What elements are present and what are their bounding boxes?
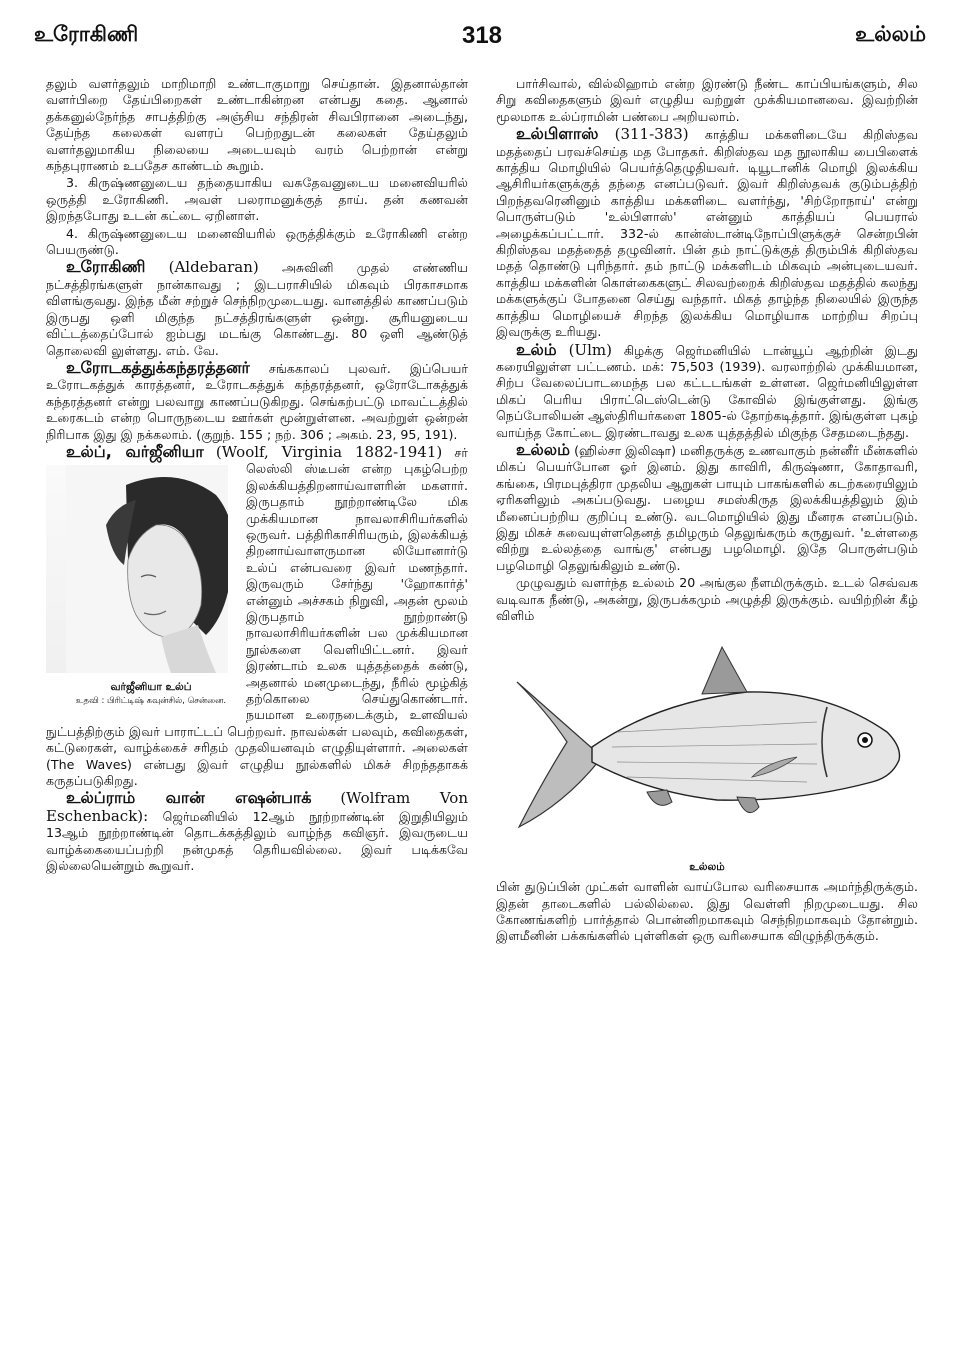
entry-ulm <box>496 339 918 441</box>
entry-headword: உல்பிளாஸ் <box>516 124 599 144</box>
portrait-caption: வர்ஜீனியா உல்ப் <box>110 681 192 694</box>
entry-headword: உரோடகத்துக்கந்தரத்தனர் <box>66 357 250 377</box>
numbered-paragraph-4: 4. கிருஷ்ணனுடைய மனைவியரில் ஒருத்திக்கும் உரோகிணி என்ற பெயருண்டு. <box>46 225 468 258</box>
fish-caption: உல்லம் <box>689 860 725 873</box>
portrait-image <box>46 465 228 673</box>
entry-wolfram <box>46 790 468 874</box>
entry-headword: உல்ப்ராம் வான் எஷன்பாக் <box>66 788 312 808</box>
ullam-description-cont: பின் துடுப்பின் முட்கள் வாளின் வாய்போல வரிசையாக அமர்ந்திருக்கும். இதன் தாடைகளில் பல்லில்லை. இது வெள்ளி நிறமுடையது. சில கோணங்களிற் பார்த்தால் பொன்னிறமாகவும் செந்நிறமாகவும் தோன்றும். இளமீனின் பக்கங்களில் புள்ளிகள் ஒரு வரிசையாக விழுந்திருக்கும். <box>496 879 918 944</box>
entry-latin: (Woolf, Virginia 1882-1941) <box>215 442 443 461</box>
fish-figure <box>496 632 918 875</box>
entry-aldebaran <box>46 259 468 358</box>
page-number: 318 <box>461 22 503 49</box>
fish-illustration <box>497 632 917 852</box>
entry-headword: உல்ப், வர்ஜீனியா <box>66 441 204 461</box>
entry-body: ஜெர்மனியில் 12ஆம் நூற்றாண்டின் இறுதியிலும் 13ஆம் நூற்றாண்டின் தொடக்கத்திலும் வாழ்ந்த கவிஞர். இவருடைய வாழ்க்கையைப்பற்றி நன்முகத் தெரியவில்லை. இவர் படிக்கவே இல்லையென்றும் கூறுவர். <box>46 808 468 874</box>
entry-body: காத்திய மக்களிடையே கிறிஸ்தவ மதத்தைப் பரவச்செய்த மத போதகர். கிறிஸ்தவ மத நூலாகிய பைபிளைக் காத்திய மொழியில் பெயர்த்தெழுதியவர். டியூடானிக் மொழி இலக்கிய ஆசிரியர்களுக்குத் தந்தை எனப்படுவர். இவர் கிறிஸ்தவக் குடும்பத்திற் பிறந்தவரெனினும் காத்திய மக்களிடை வளர்ந்து, 'சிற்றோநாய்' என்று பொருள்படும் 'உல்பிளாஸ்' என்னும் காத்தியப் பெயரால் அழைக்கப்பட்டார். 332-ல் கான்ஸ்டான்டிநோப்பிளுக்குச் சென்றபின் கிறிஸ்தவ மதத்தைத் தழுவினர். பின் தம் நாட்டுக்குத் திரும்பிக் கிறிஸ்தவ மதத் தொண்டு புரிந்தார். தம் நாட்டு மக்களிடம் மிகவும் அன்புடையவர். காத்திய மக்களின் கொள்கைகளுட் சிலவற்றைக் கிறிஸ்தவ மதத்தில் கலந்து மக்களுக்குப் போதனை செய்து வந்தார். மிகத் தாழ்ந்த நிலையில் இருந்த காத்திய மொழியைச் சிறந்த இலக்கிய மொழியாக மாற்றிய சிறப்பு இவருக்கு உரியது. <box>496 127 918 340</box>
running-head-left: உரோகிணி <box>34 22 139 46</box>
portrait-credit: உதவி : பிரிட்டிஷ் கவுன்சில், சென்னை. <box>75 695 227 706</box>
entry-body: கிழக்கு ஜெர்மனியில் டான்யூப் ஆற்றின் இடது கரையிலுள்ள பட்டணம். மக்: 75,503 (1939). வரலாற்றில் முக்கியமான, சிற்ப வேலைப்பாடமைந்த பல கட்டடங்கள் உள்ளன. ஜெர்மனியிலுள்ள மிகப் பெரிய பிராட்டெஸ்டென்டு கோவில் இங்குள்ளது. இங்கு நெப்போலியன் ஆஸ்திரியர்களை 1805-ல் தோற்கடித்தார். இங்குள்ள புகழ் வாய்ந்த கோட்டை இரண்டாவது உலக யுத்தத்தில் மிகுந்த சேதமடைந்தது. <box>496 342 918 440</box>
left-column <box>46 76 468 876</box>
entry-headword: உல்ம் <box>516 339 557 359</box>
entry-headword: உல்லம் <box>516 439 570 459</box>
entry-latin: (311-383) <box>614 125 689 144</box>
right-column <box>496 76 918 946</box>
entry-ullam <box>496 439 918 574</box>
continued-paragraph: தலும் வளர்தலும் மாறிமாறி உண்டாகுமாறு செய்தான். இதனால்தான் வளர்பிறை தேய்பிறைகள் உண்டாகின்றன என்பது கதை. ஆனால் தக்கனுல்நேர்ந்த சாபத்திற்கு அஞ்சிய சந்திரன் சிவபிரானை அடைந்து, தேய்ந்த கலைகள் வளரப் பெற்றதுடன் கலைகள் தேய்தலும் வளர்தலுமாகிய நிலையை அடையவும் வரம் பெற்றான் என்று கந்தபுராணம் உபதேச காண்டம் கூறும். <box>46 76 468 174</box>
entry-headword: உரோகிணி <box>66 257 146 277</box>
portrait-figure <box>46 465 236 706</box>
running-head-right: உல்லம் <box>855 22 926 46</box>
entry-body: (ஹில்சா இலிஷா) மனிதருக்கு உணவாகும் நன்னீர் மீன்களில் மிகப் பெயர்போன ஓர் இனம். இது காவிரி, கிருஷ்ணா, கோதாவரி, கங்கை, பிரமபுத்திரா முதலிய ஆறுகள் பாயும் பாகங்களில் கடற்கரையிலும் ஏரிகளிலும் அகப்படுவது. பழைய சமஸ்கிருத இலக்கியத்திலும் இம் மீனைப்பற்றிய குறிப்பு உண்டு. வடமொழியில் இது மீனரசு எனப்படும். இது மிகச் சுவையுள்ளதெனத் தமிழரும் தெலுங்கரும் கருதுவர். 'உள்ளதை விற்று உல்லத்தை வாங்கு' என்பது பழமொழி. இதே பொருள்படும் பழமொழி தெலுங்கிலும் உண்டு. <box>496 442 918 573</box>
entry-body: சங்ககாலப் புலவர். இப்பெயர் உரோடகத்துக் காரத்தனர், உரோடகத்துக் கந்தரத்தனர், ஒரோடோகத்துக் கந்தரத்தனர் என்று பலவாறு காணப்படுகிறது. செங்கற்பட்டு மாவட்டத்தில் உரைகடம் என்ற பொருநடைய ஊர்கள் மூன்றுள்ளன. அவற்றுள் ஒன்றன் நிரிபாக இது இ நக்கலாம். (குறுந். 155 ; நற். 306 ; அகம். 23, 95, 191). <box>46 360 468 442</box>
entry-body: சர் லெஸ்லி ஸ்டீபன் என்ற புகழ்பெற்ற இலக்கியத்திறனாய்வாளரின் மகளார். இருபதாம் நூற்றாண்டிலே மிக முக்கியமான நாவலாசிரியர்களில் ஒருவர். பத்திரிகாசிரியரும், இலக்கியத் திறனாய்வாளருமான லியோனார்டு உல்ப் என்பவரை இவர் மணந்தார். இருவரும் சேர்ந்து 'ஹோகார்த்' என்னும் அச்சகம் நிறுவி, அதன் மூலம் இருபதாம் நூற்றாண்டு நாவலாசிரியர்களின் பல முக்கியமான நூல்களை வெளியிட்டனர். இவர் இரண்டாம் உலக யுத்தத்தைக் கண்டு, அதனால் மனமுடைந்து, நீரில் மூழ்கித் தற்கொலை செய்துகொண்டார். நயமான உரைநடைக்கும், உளவியல் நுட்பத்திற்கும் இவர் பாராட்டப் பெற்றவர். நாவல்கள் பலவும், கவிதைகள், கட்டுரைகள், வாழ்க்கைச் சரிதம் முதலியனவும் எழுதியுள்ளார். அலைகள் (The Waves) என்பது இவர் எழுதிய நூல்களில் மிகச் சிறந்ததாகக் கருதப்படுகிறது. <box>46 444 468 789</box>
numbered-paragraph-3: 3. கிருஷ்ணனுடைய தந்தையாகிய வசுதேவனுடைய மனைவியரில் ஒருத்தி உரோகிணி. அவள் பலராமனுக்குத் தாய். தன் கணவன் இறந்தபோது உடன் கட்டை ஏறினாள். <box>46 175 468 224</box>
entry-woolf <box>46 441 468 790</box>
entry-body: அசுவினி முதல் எண்ணிய நட்சத்திரங்களுள் நான்காவது ; இடபராசியில் மிகவும் பிரகாசமாக விளங்குவது. இந்த மீன் சற்றுச் செந்நிறமுடையது. வானத்தில் காணப்படும் இருபது ஒளி மிகுந்த நட்சத்திரங்களுள் ஒன்று. சூரியனுடைய விட்டத்தைப்போல் ஐம்பது மடங்கு கொண்டது. 80 ஒளி ஆண்டுத் தொலைவி லுள்ளது. எம். வே. <box>46 260 468 358</box>
entry-latin: (Ulm) <box>568 340 612 359</box>
continued-paragraph: பார்சிவால், வில்லிஹாம் என்ற இரண்டு நீண்ட காப்பியங்களும், சில சிறு கவிதைகளும் இவர் எழுதிய வற்றுள் முக்கியமானவை. இவற்றின் மூலமாக உல்ப்ராமின் பண்பை அறியலாம். <box>496 76 918 124</box>
entry-latin: (Aldebaran) <box>168 258 259 277</box>
ullam-description: முழுவதும் வளர்ந்த உல்லம் 20 அங்குல நீளமிருக்கும். உடல் செவ்வக வடிவாக நீண்டு, அகன்று, இருபக்கமும் அழுத்தி இருக்கும். வயிற்றின் கீழ் விளிம் <box>496 575 918 623</box>
entry-ulfilas <box>496 126 918 340</box>
entry-latin: (Wolfram Von Eschenback): <box>46 789 468 825</box>
entry-urodakathu <box>46 357 468 443</box>
